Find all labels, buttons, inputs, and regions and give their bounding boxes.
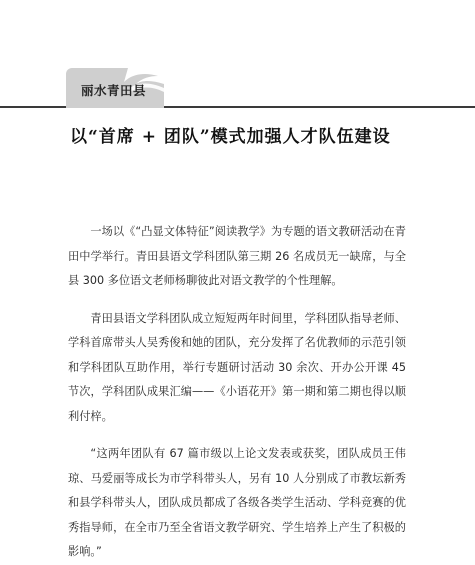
region-tag-label: 丽水青田县 <box>81 83 147 98</box>
region-tag <box>66 68 164 108</box>
paragraph: 青田县语文学科团队成立短短两年时间里，学科团队指导老师、学科首席带头人吴秀俊和她的团队，充分发挥了名优教师的示范引领和学科团队互助作用，举行专题研讨活动 30 余次、开办公开课 45 节次，学科团队成果汇编——《小语花开》第一期和第二期也得以顺利付梓。 <box>68 311 406 423</box>
article-title: 以“首席 + 团队”模式加强人才队伍建设 <box>70 127 391 147</box>
paragraph: “这两年团队有 67 篇市级以上论文发表或获奖，团队成员王伟琼、马爱丽等成长为市学科带头人，另有 10 人分别成了市教坛新秀和县学科带头人，团队成员都成了各级各类学生活动、学科竞赛的优秀指导师，在全市乃至全省语文教学研究、学生培养上产生了积极的影响。” <box>68 447 406 558</box>
paragraph: 一场以《“凸显文体特征”阅读教学》为专题的语文教研活动在青田中学举行。青田县语文学科团队第三期 26 名成员无一缺席，与全县 300 多位语文老师杨聊彼此对语文教学的个性理解。 <box>68 225 406 287</box>
article-body <box>68 220 406 565</box>
